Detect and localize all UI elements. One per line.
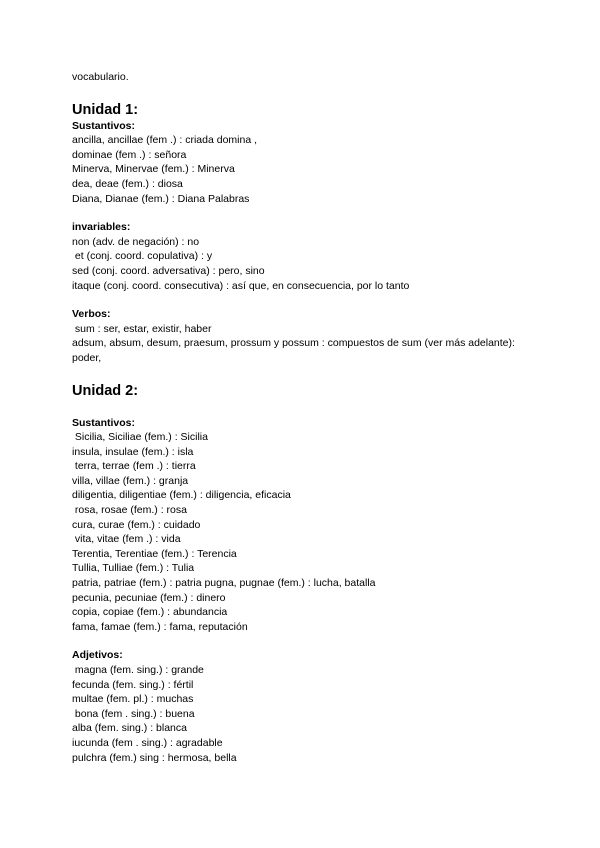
unit-1-nouns-heading: Sustantivos:	[72, 119, 136, 132]
vocab-entry: et (conj. coord. copulativa) : y	[72, 250, 213, 263]
vocab-entry: pulchra (fem.) sing : hermosa, bella	[72, 751, 237, 764]
vocab-entry: dominae (fem .) : señora	[72, 148, 187, 161]
unit-1-title: Unidad 1:	[72, 101, 139, 118]
vocab-entry: multae (fem. pl.) : muchas	[72, 693, 194, 706]
vocab-entry: adsum, absum, desum, praesum, prossum y possum : compuestos de sum (ver más adelante): poder,	[72, 337, 515, 364]
vocab-entry: Diana, Dianae (fem.) : Diana Palabras	[72, 192, 250, 205]
vocab-entry: Minerva, Minervae (fem.) : Minerva	[72, 163, 235, 176]
vocab-entry: terra, terrae (fem .) : tierra	[72, 460, 196, 473]
vocab-entry: vita, vitae (fem .) : vida	[72, 533, 181, 546]
vocab-entry: patria, patriae (fem.) : patria pugna, pugnae (fem.) : lucha, batalla	[72, 577, 376, 590]
vocab-entry: dea, deae (fem.) : diosa	[72, 177, 183, 190]
unit-1-verbs-heading: Verbos:	[72, 308, 111, 321]
vocab-entry: cura, curae (fem.) : cuidado	[72, 518, 201, 531]
vocab-entry: fama, famae (fem.) : fama, reputación	[72, 620, 248, 633]
unit-2-nouns-heading: Sustantivos:	[72, 416, 136, 429]
vocab-entry: ancilla, ancillae (fem .) : criada domina ,	[72, 134, 257, 147]
vocab-entry: rosa, rosae (fem.) : rosa	[72, 504, 187, 517]
vocab-entry: insula, insulae (fem.) : isla	[72, 445, 194, 458]
vocab-entry: pecunia, pecuniae (fem.) : dinero	[72, 591, 226, 604]
vocab-entry: Tullia, Tulliae (fem.) : Tulia	[72, 562, 195, 575]
vocab-entry: copia, copiae (fem.) : abundancia	[72, 606, 228, 619]
vocab-entry: iucunda (fem . sing.) : agradable	[72, 736, 223, 749]
vocab-entry: Terentia, Terentiae (fem.) : Terencia	[72, 547, 237, 560]
vocab-entry: sum : ser, estar, existir, haber	[72, 322, 212, 335]
vocab-entry: alba (fem. sing.) : blanca	[72, 722, 187, 735]
vocab-entry: itaque (conj. coord. consecutiva) : así que, en consecuencia, por lo tanto	[72, 279, 410, 292]
vocab-entry: magna (fem. sing.) : grande	[72, 664, 204, 676]
unit-2-title: Unidad 2:	[72, 382, 139, 399]
vocab-entry: Sicilia, Siciliae (fem.) : Sicilia	[72, 431, 208, 444]
vocab-entry: fecunda (fem. sing.) : fértil	[72, 678, 194, 691]
unit-2-adjectives-heading: Adjetivos:	[72, 649, 123, 662]
document-page	[72, 70, 542, 765]
vocab-entry: sed (conj. coord. adversativa) : pero, sino	[72, 264, 265, 277]
vocab-entry: bona (fem . sing.) : buena	[72, 707, 195, 720]
vocab-entry: villa, villae (fem.) : granja	[72, 474, 189, 487]
intro-text: vocabulario.	[72, 71, 129, 83]
vocab-entry: non (adv. de negación) : no	[72, 235, 200, 248]
vocab-entry: diligentia, diligentiae (fem.) : diligencia, eficacia	[72, 489, 291, 502]
unit-1-invariables-heading: invariables:	[72, 221, 131, 234]
